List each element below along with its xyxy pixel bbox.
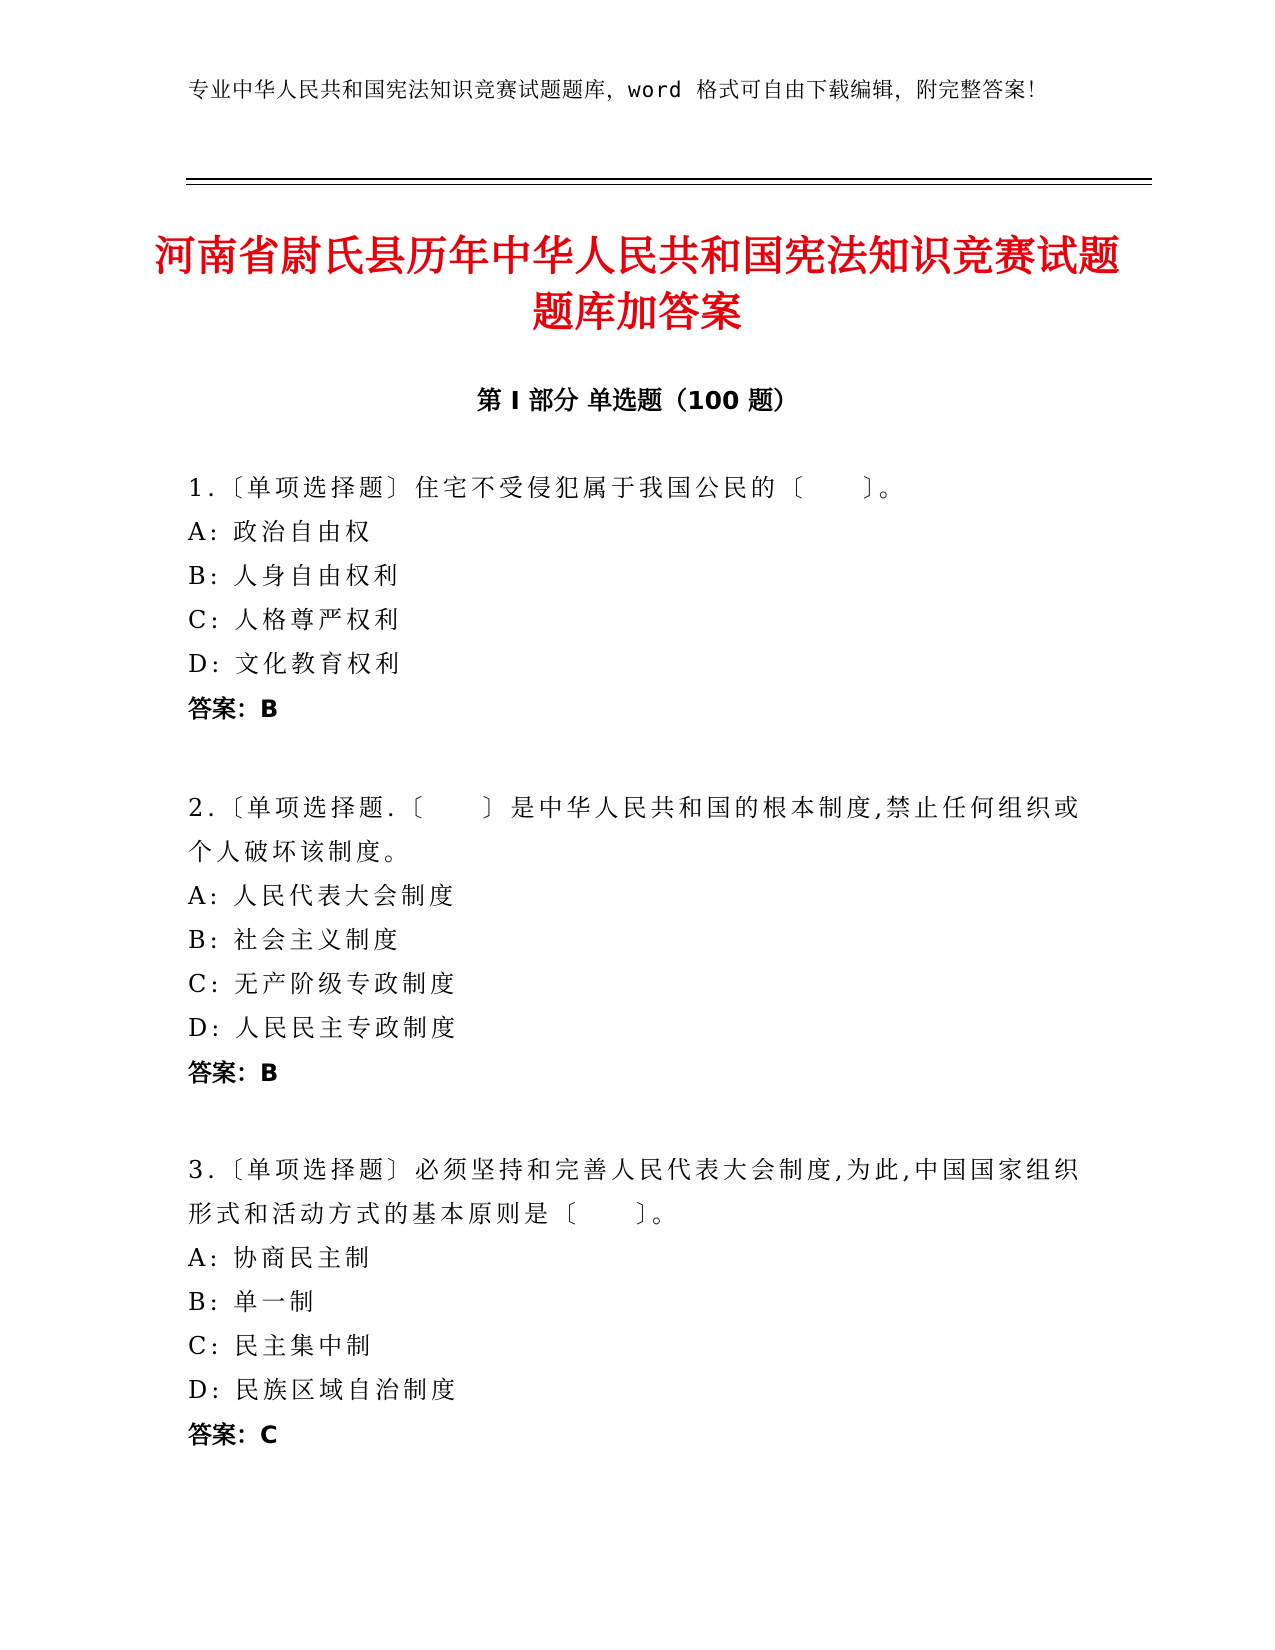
answer: 答案：C xyxy=(188,1421,278,1449)
question-3 xyxy=(188,1148,1088,1458)
option-b: B: 人身自由权利 xyxy=(188,562,402,590)
question-1 xyxy=(188,466,1088,732)
option-d: D: 人民民主专政制度 xyxy=(188,1014,459,1042)
header-rule-thin xyxy=(186,184,1152,185)
option-a: A: 协商民主制 xyxy=(188,1244,374,1272)
option-c: C: 无产阶级专政制度 xyxy=(188,970,459,998)
option-c: C: 民主集中制 xyxy=(188,1332,375,1360)
answer: 答案：B xyxy=(188,1059,279,1087)
document-title: 河南省尉氏县历年中华人民共和国宪法知识竞赛试题题库加答案 xyxy=(154,232,1121,336)
answer: 答案：B xyxy=(188,695,279,723)
option-d: D: 民族区域自治制度 xyxy=(188,1376,459,1404)
header-note: 专业中华人民共和国宪法知识竞赛试题题库，word 格式可自由下载编辑，附完整答案！ xyxy=(188,78,1049,102)
section-heading: 第 I 部分 单选题（100 题） xyxy=(476,386,799,415)
option-c: C: 人格尊严权利 xyxy=(188,606,403,634)
option-a: A: 政治自由权 xyxy=(188,518,374,546)
option-d: D: 文化教育权利 xyxy=(188,650,403,678)
header-rule-thick xyxy=(186,178,1152,180)
question-stem: 2.〔单项选择题.〔 〕是中华人民共和国的根本制度,禁止任何组织或个人破坏该制度。 xyxy=(188,794,1083,866)
option-b: B: 单一制 xyxy=(188,1288,318,1316)
option-a: A: 人民代表大会制度 xyxy=(188,882,458,910)
question-2 xyxy=(188,786,1088,1096)
question-stem: 1.〔单项选择题〕住宅不受侵犯属于我国公民的〔 〕。 xyxy=(188,474,907,502)
option-b: B: 社会主义制度 xyxy=(188,926,402,954)
question-stem: 3.〔单项选择题〕必须坚持和完善人民代表大会制度,为此,中国国家组织形式和活动方式的基本原则是〔 〕。 xyxy=(188,1156,1083,1228)
